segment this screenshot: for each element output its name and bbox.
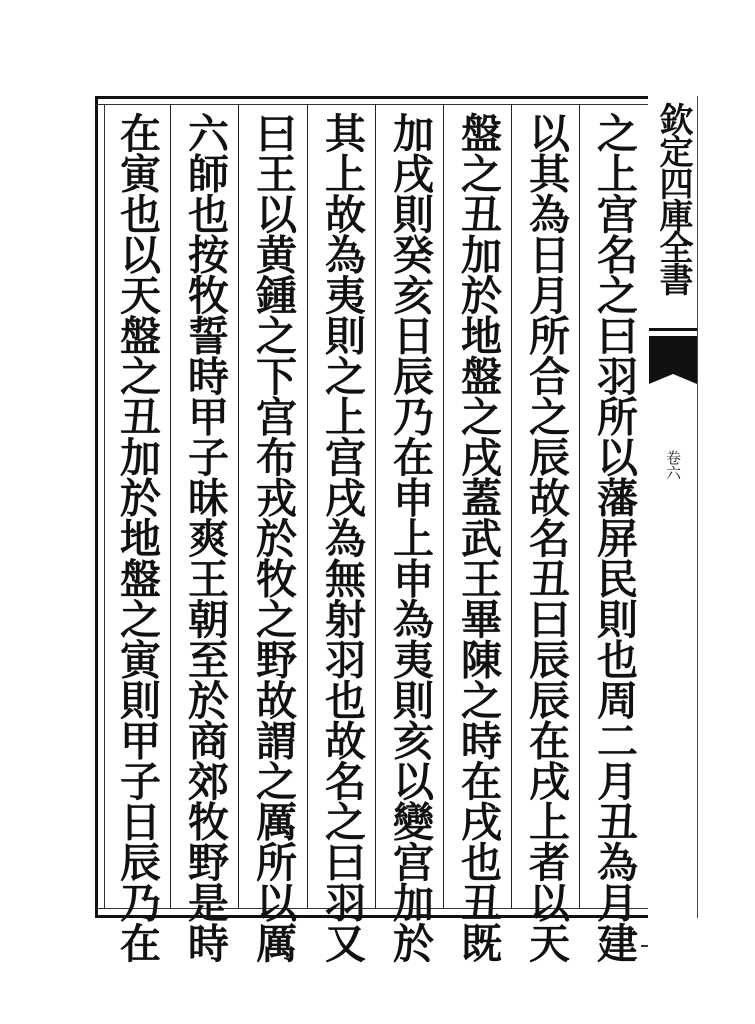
- frame-inner-left-rule: [104, 104, 105, 909]
- corner-mark: [641, 945, 648, 947]
- text-column-8: [107, 112, 167, 963]
- text-column-5: [312, 112, 372, 963]
- column-text: 在寅也以天盤之丑加於地盤之寅則甲子日辰乃在: [113, 112, 161, 963]
- frame-inner-top-rule: [98, 104, 648, 105]
- column-text: 六師也按牧誓時甲子昧爽王朝至於商郊牧野是時: [181, 112, 229, 963]
- column-text: 其上故為夷則之上宫戌為無射羽也故名之曰羽又: [318, 112, 366, 963]
- column-divider: [375, 104, 376, 909]
- column-divider: [511, 104, 512, 909]
- text-column-6: [243, 112, 303, 963]
- fish-tail-notch: [649, 374, 697, 384]
- fish-tail-rule: [649, 328, 697, 331]
- column-divider: [170, 104, 171, 909]
- column-divider: [579, 104, 580, 909]
- juan-text: 卷六: [664, 450, 682, 480]
- book-title-text: 欽定四庫全書: [653, 102, 693, 294]
- margin-book-title: [648, 102, 698, 294]
- column-divider: [238, 104, 239, 909]
- margin-juan-label: [648, 450, 698, 480]
- column-text: 加戌則癸亥日辰乃在申上申為夷則亥以變宫加於: [386, 112, 434, 963]
- text-column-3: [448, 112, 508, 963]
- text-column-4: [380, 112, 440, 963]
- column-text: 盤之丑加於地盤之戌蓋武王畢陳之時在戌也丑既: [454, 112, 502, 963]
- text-column-1: [584, 112, 644, 963]
- column-text: 曰王以黄鍾之下宫布戎於牧之野故謂之厲所以厲: [249, 112, 297, 963]
- column-text: 以其為日月所合之辰故名丑曰辰辰在戌上者以天: [522, 112, 570, 963]
- fish-tail-mark: [649, 336, 697, 374]
- text-column-7: [175, 112, 235, 963]
- column-divider: [443, 104, 444, 909]
- column-divider: [307, 104, 308, 909]
- text-column-2: [516, 112, 576, 963]
- column-text: 之上宫名之曰羽所以藩屏民則也周二月丑為月建: [590, 112, 638, 963]
